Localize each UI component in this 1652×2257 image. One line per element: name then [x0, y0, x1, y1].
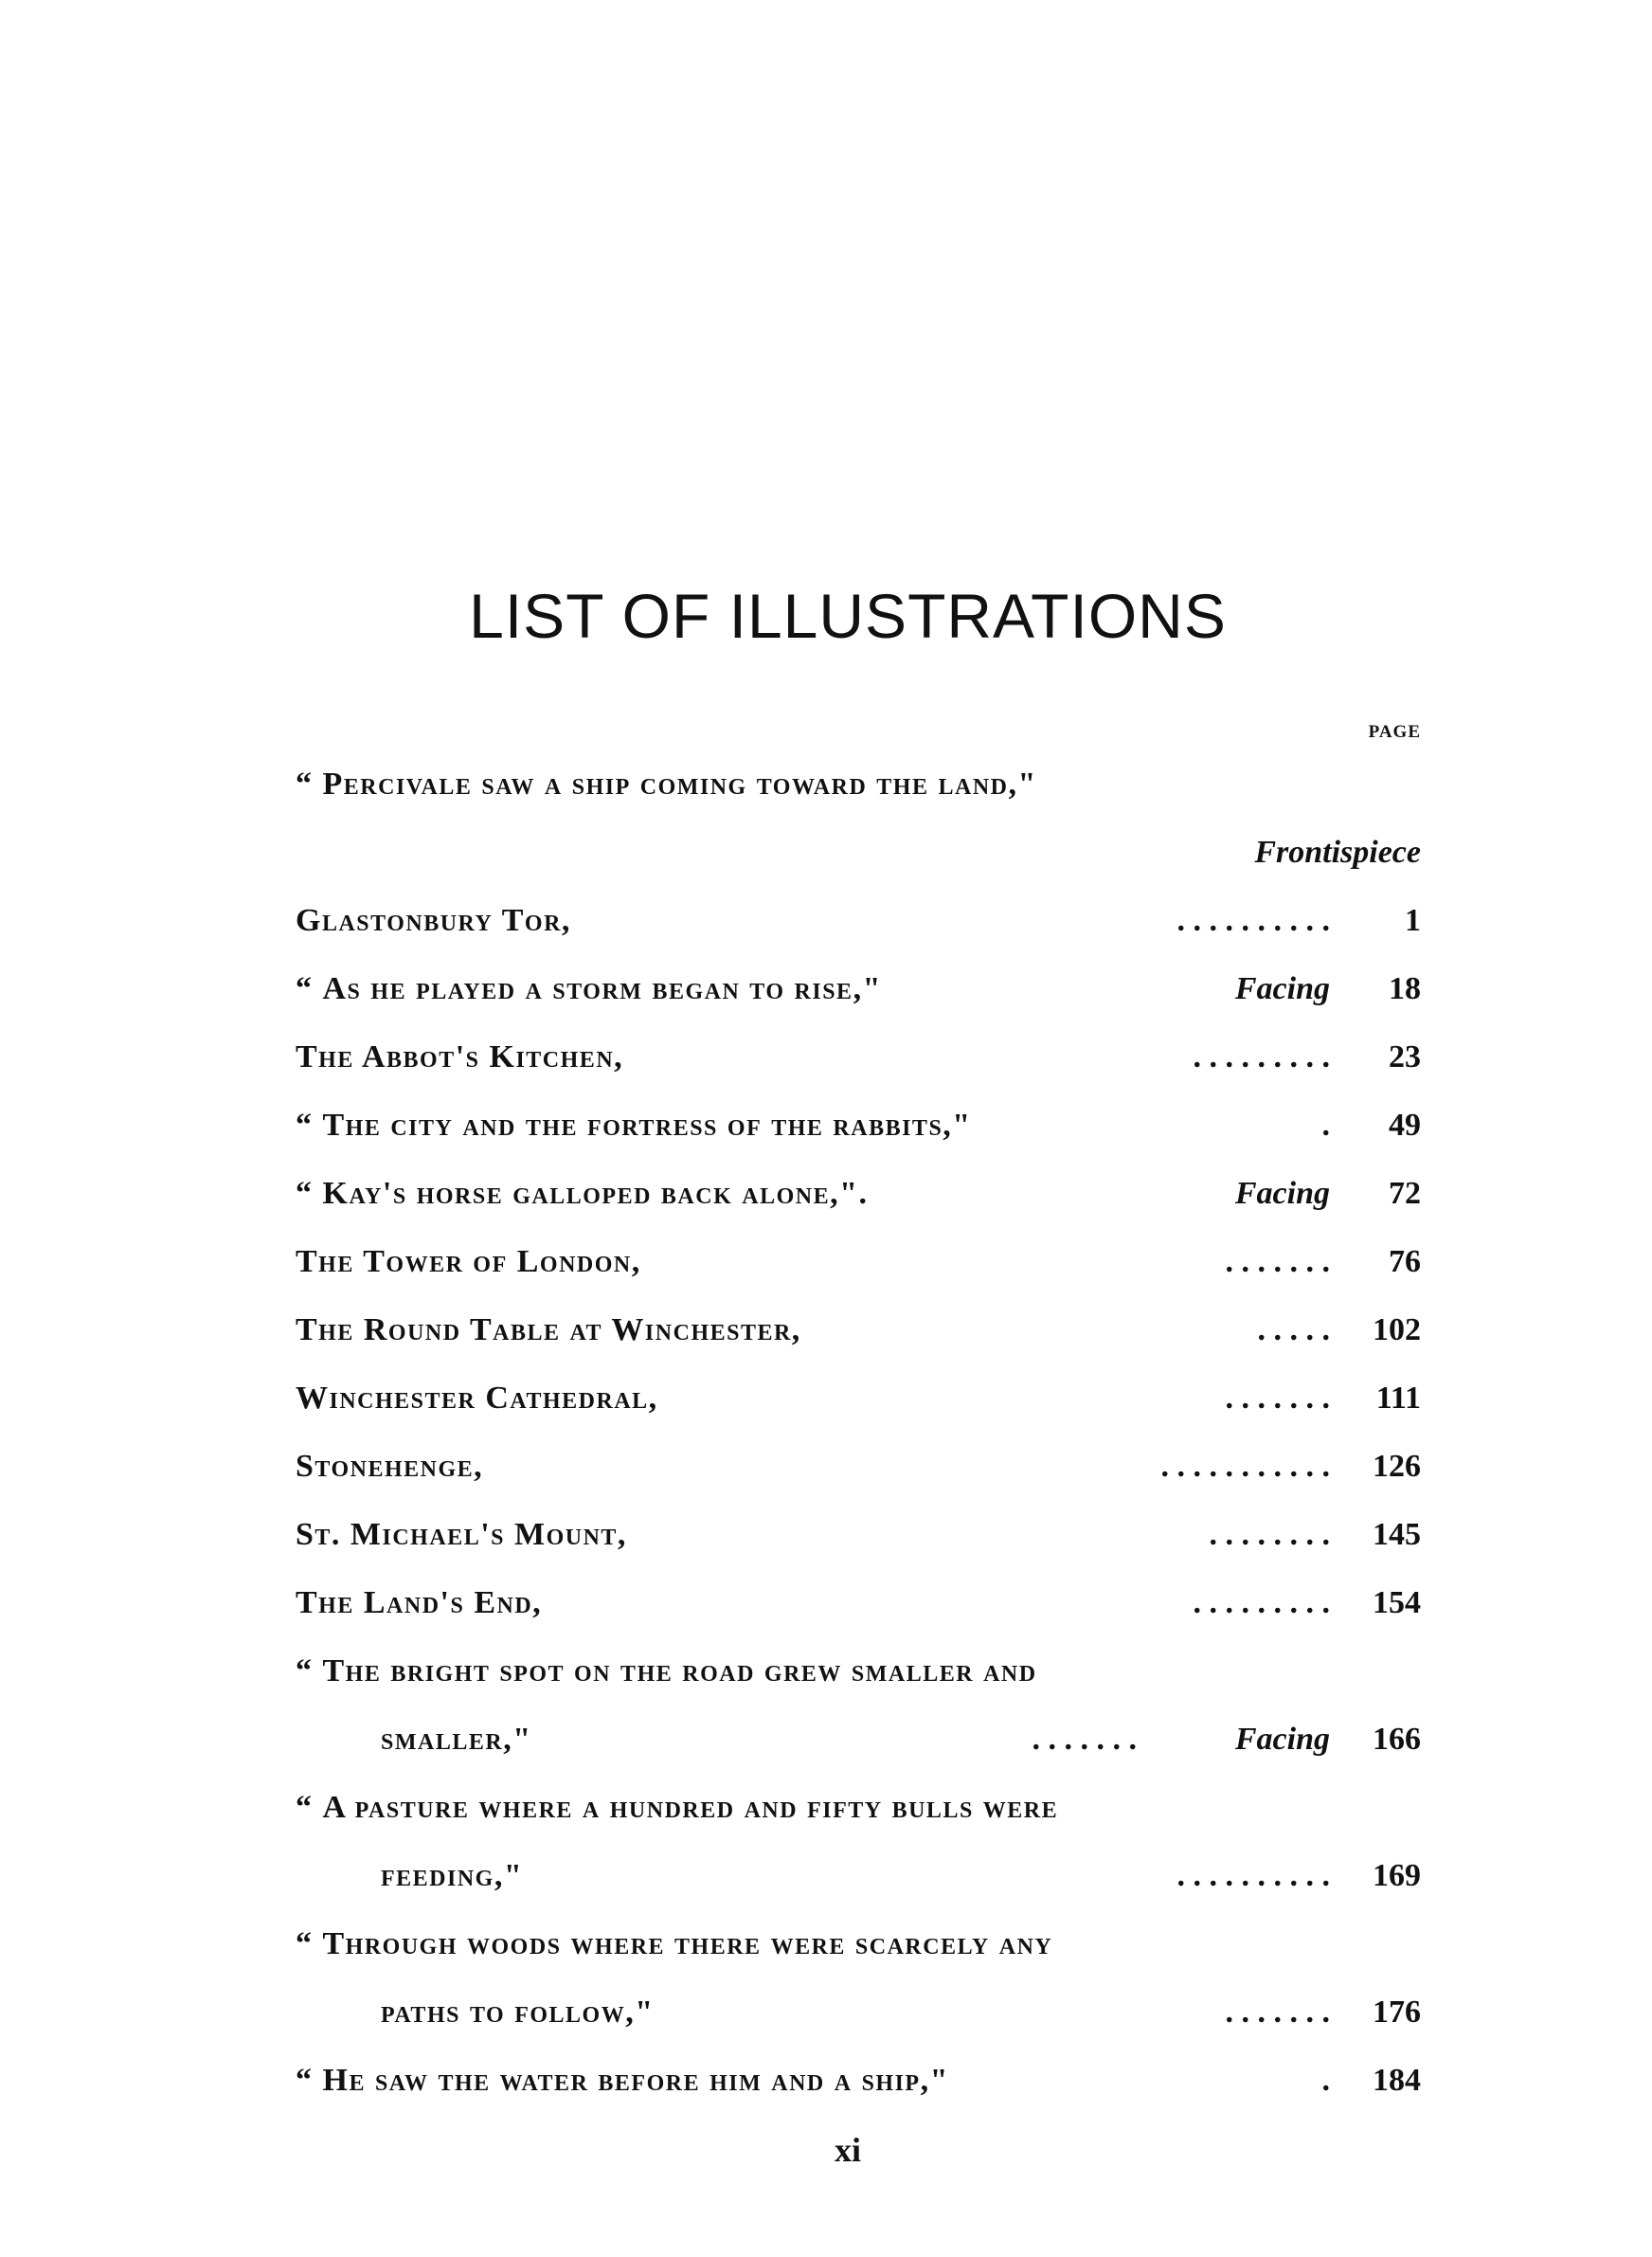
entry-line	[296, 1364, 1421, 1433]
open-quote: “	[296, 971, 314, 1006]
entry-caption: The Tower of London,	[296, 1244, 641, 1279]
entry-line	[296, 1978, 1421, 2047]
leader-dots: .	[1321, 1108, 1330, 1143]
entry-line	[296, 1569, 1421, 1637]
entry-caption: Through woods where there were scarcely any	[322, 1926, 1053, 1961]
page-number: 72	[1389, 1176, 1421, 1211]
illustration-entry	[296, 1501, 1421, 1569]
leader-dots: . . . . . . . . .	[1193, 1585, 1330, 1620]
entry-caption: A pasture where a hundred and fifty bulls were	[322, 1790, 1059, 1825]
entry-line	[296, 1501, 1421, 1569]
entry-line	[296, 750, 1421, 819]
illustration-entry	[296, 887, 1421, 955]
illustration-entry	[296, 955, 1421, 1023]
illustration-entry	[296, 1296, 1421, 1364]
entry-line	[296, 1160, 1421, 1228]
illustration-entry	[296, 1637, 1421, 1774]
entry-caption-continued: smaller,"	[381, 1722, 532, 1757]
entry-line	[296, 1092, 1421, 1160]
page-folio: xi	[834, 2131, 861, 2169]
open-quote: “	[296, 767, 314, 802]
entry-line	[296, 1023, 1421, 1092]
leader-dots: . . . . .	[1257, 1312, 1330, 1347]
entry-line	[296, 1910, 1421, 1978]
page-number: 145	[1373, 1517, 1421, 1552]
open-quote: “	[296, 2063, 314, 2098]
illustration-entry	[296, 1092, 1421, 1160]
page-number: 176	[1373, 1995, 1421, 2030]
illustration-entry	[296, 1569, 1421, 1637]
illustration-entry	[296, 1023, 1421, 1092]
leader-dots: . . . . . . .	[1225, 1244, 1330, 1279]
entry-line	[296, 1842, 1421, 1910]
illustration-entry	[296, 1364, 1421, 1433]
page-number: 1	[1405, 903, 1421, 938]
entry-line	[296, 1296, 1421, 1364]
page-number: 126	[1373, 1449, 1421, 1484]
open-quote: “	[296, 1926, 314, 1961]
leader-dots: . . . . . . . . . .	[1176, 903, 1330, 938]
entry-caption: Kay's horse galloped back alone,".	[322, 1176, 869, 1211]
entry-line	[296, 1706, 1421, 1774]
facing-label: Facing	[1234, 1176, 1330, 1211]
entry-caption-continued: paths to follow,"	[381, 1995, 655, 2030]
entry-caption: Stonehenge,	[296, 1449, 484, 1484]
leader-dots: . . . . . . . . . . .	[1160, 1449, 1330, 1484]
illustration-entry	[296, 750, 1421, 887]
illustration-entry	[296, 1228, 1421, 1296]
leader-dots: . . . . . . .	[1225, 1995, 1330, 2030]
entry-caption: Percivale saw a ship coming toward the land,"	[322, 767, 1037, 802]
leader-dots: . . . . . . . . .	[1193, 1039, 1330, 1074]
entry-line	[296, 1637, 1421, 1706]
illustration-entry	[296, 1433, 1421, 1501]
entry-line	[296, 1228, 1421, 1296]
leader-dots: . . . . . . . . . .	[1176, 1858, 1330, 1893]
page-number: 154	[1373, 1585, 1421, 1620]
entry-caption-continued: feeding,"	[381, 1858, 524, 1893]
illustration-entry	[296, 2047, 1421, 2115]
leader-dots: . . . . . . . .	[1209, 1517, 1330, 1552]
page-number: 102	[1373, 1312, 1421, 1347]
page-number: 18	[1389, 971, 1421, 1006]
entry-line	[296, 955, 1421, 1023]
open-quote: “	[296, 1653, 314, 1688]
open-quote: “	[296, 1176, 314, 1211]
entry-caption: He saw the water before him and a ship,"	[322, 2063, 949, 2098]
entry-caption: The Abbot's Kitchen,	[296, 1039, 624, 1074]
entry-line	[296, 887, 1421, 955]
entry-caption: Glastonbury Tor,	[296, 903, 571, 938]
entry-caption: Winchester Cathedral,	[296, 1381, 658, 1416]
page-number: 76	[1389, 1244, 1421, 1279]
leader-dots: . . . . . . .	[1032, 1722, 1137, 1757]
entry-line	[296, 819, 1421, 887]
open-quote: “	[296, 1108, 314, 1143]
entry-caption: The Round Table at Winchester,	[296, 1312, 801, 1347]
page-number: 49	[1389, 1108, 1421, 1143]
entry-caption: The bright spot on the road grew smaller and	[322, 1653, 1037, 1688]
entry-caption: As he played a storm began to rise,"	[322, 971, 882, 1006]
facing-label: Facing	[1234, 971, 1330, 1006]
illustration-entry	[296, 1774, 1421, 1910]
page-number: 166	[1373, 1722, 1421, 1757]
illustration-entry	[296, 1910, 1421, 2047]
page-column-label: PAGE	[1368, 722, 1421, 742]
leader-dots: . . . . . . .	[1225, 1381, 1330, 1416]
page-number: 169	[1373, 1858, 1421, 1893]
open-quote: “	[296, 1790, 314, 1825]
page-number: 23	[1389, 1039, 1421, 1074]
entry-line	[296, 2047, 1421, 2115]
entry-line	[296, 1433, 1421, 1501]
page-number: 184	[1373, 2063, 1421, 2098]
leader-dots: .	[1321, 2063, 1330, 2098]
page-number: 111	[1375, 1381, 1421, 1416]
entry-caption: St. Michael's Mount,	[296, 1517, 627, 1552]
entry-line	[296, 1774, 1421, 1842]
entry-caption: The Land's End,	[296, 1585, 543, 1620]
illustration-entry	[296, 1160, 1421, 1228]
frontispiece-label: Frontispiece	[1254, 835, 1421, 870]
entry-caption: The city and the fortress of the rabbits,"	[322, 1108, 972, 1143]
page-title: LIST OF ILLUSTRATIONS	[469, 581, 1227, 651]
facing-label: Facing	[1234, 1722, 1330, 1757]
